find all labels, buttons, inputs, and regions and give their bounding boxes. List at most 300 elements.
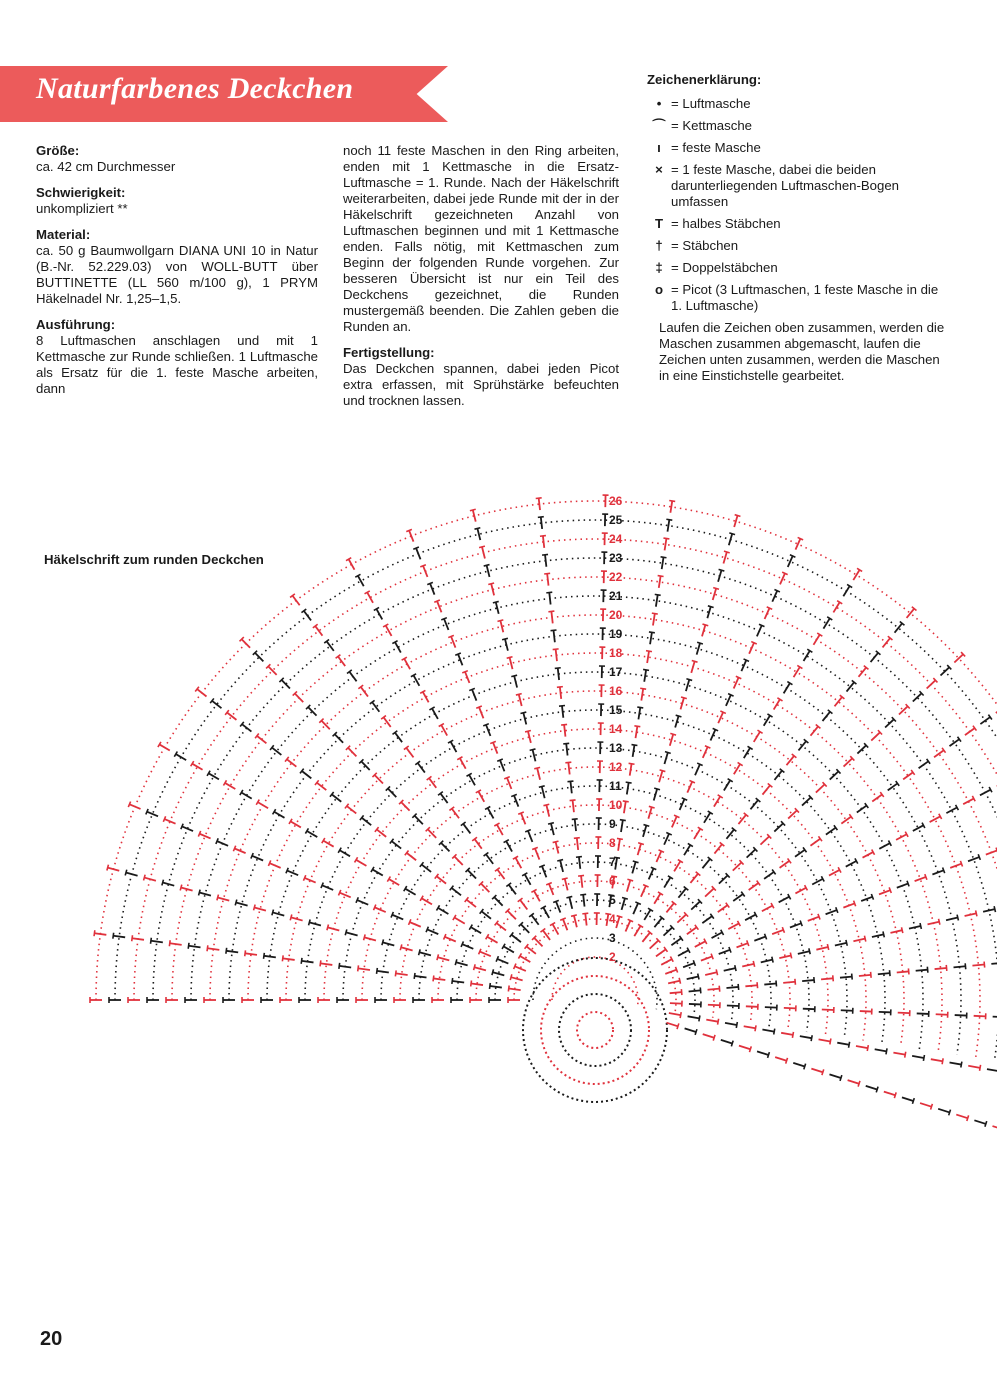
- stitch-mark: [738, 984, 739, 990]
- stitch-mark: [795, 850, 805, 857]
- stitch-mark: [841, 1010, 853, 1011]
- stitch-mark: [666, 519, 672, 520]
- stitch-mark: [395, 733, 402, 743]
- stitch-mark: [822, 1069, 824, 1075]
- stitch-mark: [532, 847, 538, 849]
- stitch-mark: [631, 745, 637, 746]
- stitch-mark: [649, 632, 655, 633]
- stitch-mark: [564, 725, 565, 737]
- chart-ring: [248, 653, 942, 1052]
- stitch-mark: [810, 839, 820, 846]
- stitch-mark: [233, 846, 235, 852]
- stitch-mark: [653, 614, 655, 626]
- stitch-mark: [544, 573, 550, 574]
- stitch-mark: [703, 1034, 714, 1038]
- stitch-mark: [671, 938, 681, 945]
- stitch-mark: [470, 509, 476, 510]
- stitch-mark: [934, 750, 944, 757]
- groesse-heading: Größe:: [36, 143, 80, 158]
- stitch-mark: [511, 935, 520, 942]
- stitch-mark: [636, 726, 638, 738]
- stitch-mark: [422, 865, 431, 872]
- stitch-mark: [949, 739, 959, 746]
- stitch-mark: [837, 1043, 849, 1045]
- stitch-mark: [496, 956, 498, 962]
- stitch-mark: [553, 649, 559, 650]
- stitch-mark: [939, 919, 940, 925]
- stitch-mark: [866, 1086, 877, 1090]
- stitch-mark: [898, 1013, 910, 1014]
- stitch-mark: [241, 793, 251, 799]
- stitch-mark: [784, 1008, 796, 1009]
- stitch-mark: [907, 881, 909, 887]
- stitch-mark: [541, 517, 542, 529]
- legend-text: = Doppelstäbchen: [671, 260, 778, 275]
- stitch-mark: [372, 702, 379, 712]
- stitch-mark: [438, 957, 450, 960]
- stitch-mark: [780, 861, 790, 868]
- stitch-mark: [670, 1003, 682, 1004]
- stitch-mark: [551, 611, 552, 623]
- stitch-mark: [481, 884, 489, 893]
- stitch-mark: [719, 569, 725, 571]
- stitch-mark: [268, 860, 270, 866]
- stitch-mark: [509, 885, 516, 895]
- stitch-mark: [920, 923, 921, 929]
- stitch-mark: [836, 907, 838, 913]
- legend-item: [647, 238, 947, 254]
- stitch-mark: [479, 546, 485, 547]
- stitch-mark: [790, 953, 791, 959]
- stitch-mark: [452, 978, 453, 984]
- stitch-mark: [659, 771, 662, 783]
- stitch-mark: [226, 948, 227, 954]
- stitch-mark: [452, 888, 461, 895]
- stitch-mark: [986, 850, 997, 854]
- stitch-mark: [327, 641, 334, 651]
- stitch-mark: [508, 986, 509, 992]
- stitch-mark: [735, 515, 741, 517]
- stitch-mark: [669, 500, 675, 501]
- stitch-mark: [894, 1092, 896, 1098]
- round-number: 11: [609, 779, 622, 793]
- stitch-mark: [471, 983, 483, 985]
- stitch-mark: [695, 941, 706, 947]
- stitch-mark: [677, 1023, 679, 1029]
- stitch-mark: [566, 896, 572, 897]
- stitch-mark: [643, 825, 649, 827]
- chart-center-ring: [523, 958, 667, 1102]
- stitch-mark: [560, 918, 566, 920]
- stitch-mark: [864, 936, 865, 942]
- stitch-mark: [674, 815, 679, 817]
- stitch-mark: [700, 987, 701, 993]
- stitch-mark: [323, 841, 333, 847]
- stitch-mark: [474, 528, 480, 529]
- stitch-mark: [454, 856, 462, 865]
- stitch-mark: [518, 812, 524, 814]
- stitch-mark: [931, 1104, 933, 1110]
- stitch-mark: [685, 1028, 696, 1032]
- stitch-mark: [767, 607, 772, 609]
- stitch-mark: [654, 918, 662, 927]
- round-number: 21: [609, 589, 623, 603]
- round-number: 15: [609, 703, 623, 717]
- chart-ring: [476, 881, 714, 1018]
- stitch-mark: [209, 773, 219, 779]
- stitch-mark: [960, 861, 962, 867]
- stitch-mark: [637, 707, 643, 708]
- stitch-mark: [655, 594, 661, 595]
- stitch-mark: [519, 694, 522, 706]
- stitch-mark: [349, 672, 356, 682]
- chart-ring: [438, 843, 752, 1023]
- stitch-mark: [113, 933, 114, 939]
- stitch-mark: [683, 963, 694, 967]
- stitch-mark: [144, 875, 146, 881]
- crochet-chart: [40, 494, 930, 1310]
- stitch-mark: [274, 812, 284, 818]
- stitch-mark: [295, 693, 303, 702]
- stitch-mark: [734, 764, 740, 774]
- stitch-mark: [315, 626, 322, 636]
- stitch-mark: [304, 611, 311, 621]
- stitch-mark: [867, 1045, 868, 1051]
- stitch-mark: [897, 884, 908, 888]
- legend-text: = halbes Stäbchen: [671, 216, 781, 231]
- chart-ring: [134, 539, 997, 1069]
- stitch-mark: [301, 958, 302, 964]
- stitch-mark: [617, 916, 623, 918]
- stitch-mark: [754, 732, 760, 742]
- stitch-mark: [534, 891, 540, 901]
- chart-round-labels: [609, 494, 623, 964]
- stitch-mark: [946, 807, 957, 813]
- stitch-mark: [798, 537, 803, 539]
- stitch-mark: [451, 636, 455, 647]
- stitch-mark: [416, 548, 420, 559]
- stitch-mark: [640, 688, 646, 689]
- groesse-text: ca. 42 cm Durchmesser: [36, 159, 176, 174]
- stitch-mark: [583, 895, 584, 907]
- stitch-mark: [774, 699, 780, 709]
- stitch-mark: [744, 1026, 756, 1028]
- stitch-mark: [227, 712, 236, 719]
- stitch-mark: [733, 862, 742, 870]
- stitch-mark: [287, 871, 298, 876]
- stitch-mark: [654, 894, 660, 904]
- stitch-mark: [492, 969, 494, 975]
- stitch-mark: [428, 829, 436, 838]
- stitch-mark: [500, 621, 503, 633]
- stitch-mark: [497, 869, 504, 879]
- stitch-mark: [927, 680, 936, 688]
- stitch-mark: [716, 969, 717, 975]
- stitch-mark: [520, 712, 526, 713]
- stitch-mark: [920, 1103, 931, 1107]
- stitch-mark: [320, 963, 332, 965]
- stitch-mark: [632, 862, 635, 874]
- material-text: ca. 50 g Baumwollgarn DIANA UNI 10 in Natur (B.-Nr. 52.229.03) von WOLL-BUTT über BUTTINETTE (LL 560 m/100 g), 1 PRYM Häkelnadel Nr. 1,25–1,5.: [36, 243, 318, 306]
- stitch-mark: [665, 538, 667, 550]
- stitch-mark: [526, 946, 535, 953]
- stitch-mark: [364, 934, 366, 940]
- stitch-mark: [382, 939, 384, 945]
- stitch-mark: [698, 974, 699, 980]
- chart-ring: [267, 672, 923, 1049]
- stitch-mark: [426, 927, 428, 933]
- stitch-mark: [764, 983, 776, 984]
- stitch-mark: [292, 596, 299, 606]
- stitch-mark: [849, 1042, 850, 1048]
- stitch-mark: [245, 950, 246, 956]
- stitch-mark: [520, 900, 527, 910]
- stitch-mark: [772, 957, 773, 963]
- stitch-mark: [879, 1012, 891, 1013]
- stitch-mark: [579, 857, 580, 869]
- stitch-mark: [954, 966, 966, 967]
- stitch-mark: [349, 559, 355, 569]
- stitch-mark: [670, 992, 682, 993]
- stitch-mark: [667, 520, 669, 532]
- stitch-mark: [728, 923, 739, 929]
- stitch-mark: [978, 854, 980, 860]
- legend-item: [647, 216, 947, 232]
- stitch-mark: [902, 927, 903, 933]
- stitch-mark: [582, 913, 588, 914]
- stitch-mark: [486, 854, 493, 864]
- stitch-mark: [562, 706, 563, 718]
- stitch-mark: [764, 716, 770, 726]
- stitch-mark: [507, 778, 511, 789]
- stitch-mark: [433, 978, 445, 980]
- stitch-mark: [886, 1048, 887, 1054]
- stitch-mark: [217, 841, 228, 846]
- stitch-mark: [502, 638, 508, 639]
- round-number: 25: [609, 513, 623, 527]
- stitch-mark: [754, 937, 765, 941]
- stitch-mark: [525, 731, 531, 732]
- stitch-mark: [576, 857, 582, 858]
- stitch-mark: [497, 759, 503, 761]
- stitch-mark: [395, 642, 401, 652]
- stitch-mark: [339, 963, 340, 969]
- stitch-mark: [199, 890, 201, 896]
- stitch-mark: [406, 748, 413, 758]
- stitch-mark: [638, 843, 644, 845]
- round-number: 13: [609, 741, 623, 755]
- stitch-mark: [132, 938, 144, 940]
- stitch-mark: [290, 915, 292, 921]
- stitch-mark: [302, 961, 314, 963]
- stitch-mark: [798, 741, 806, 750]
- stitch-mark: [467, 900, 476, 907]
- stitch-mark: [765, 608, 770, 619]
- stitch-mark: [628, 919, 633, 921]
- stitch-mark: [113, 936, 125, 938]
- round-number: 3: [609, 931, 616, 945]
- ausfuehrung-heading: Ausführung:: [36, 317, 116, 332]
- stitch-mark: [750, 800, 758, 809]
- stitch-mark: [762, 1030, 774, 1032]
- stitch-mark: [678, 888, 686, 897]
- stitch-mark: [264, 953, 265, 959]
- stitch-mark: [418, 763, 425, 773]
- stitch-mark: [254, 907, 266, 910]
- stitch-mark: [622, 898, 625, 910]
- stitch-mark: [762, 785, 770, 794]
- round-number: 19: [609, 627, 623, 641]
- stitch-mark: [454, 918, 464, 924]
- stitch-mark: [811, 726, 819, 735]
- stitch-mark: [534, 767, 540, 768]
- stitch-mark: [702, 859, 710, 868]
- stitch-mark: [681, 989, 682, 995]
- stitch-mark: [258, 802, 268, 808]
- stitch-mark: [814, 977, 815, 983]
- stitch-mark: [688, 1016, 700, 1018]
- stitch-mark: [927, 967, 928, 973]
- stitch-mark: [687, 782, 692, 793]
- stitch-mark: [946, 965, 947, 971]
- stitch-mark: [829, 1074, 840, 1078]
- stitch-mark: [128, 802, 130, 808]
- section-ausfuehrung: [36, 317, 318, 397]
- stitch-mark: [362, 818, 371, 825]
- stitch-mark: [760, 836, 769, 844]
- stitch-mark: [419, 952, 431, 955]
- stitch-mark: [746, 1006, 758, 1007]
- stitch-mark: [859, 975, 871, 976]
- stitch-mark: [843, 586, 849, 596]
- stitch-mark: [890, 970, 891, 976]
- stitch-mark: [538, 517, 544, 518]
- cross-stitch-symbol-icon: ×: [655, 162, 663, 177]
- stitch-mark: [682, 798, 687, 800]
- stitch-mark: [624, 801, 626, 813]
- stitch-mark: [980, 717, 990, 724]
- stitch-mark: [744, 748, 750, 758]
- stitch-mark: [396, 973, 408, 975]
- stitch-mark: [703, 747, 708, 758]
- stitch-mark: [626, 782, 632, 783]
- stitch-mark: [525, 830, 531, 832]
- stitch-mark: [302, 771, 311, 778]
- stitch-mark: [146, 809, 148, 815]
- stitch-mark: [180, 885, 182, 891]
- doppelstaebchen-symbol-icon: ‡: [655, 260, 663, 275]
- stitch-mark: [731, 1041, 733, 1047]
- page-title: Naturfarbenes Deckchen: [36, 72, 354, 105]
- stitch-mark: [404, 659, 410, 669]
- stitch-mark: [654, 788, 660, 790]
- stitch-mark: [872, 934, 884, 937]
- stitch-mark: [642, 933, 650, 942]
- stitch-mark: [568, 762, 569, 774]
- stitch-mark: [980, 790, 991, 796]
- stitch-mark: [94, 930, 95, 936]
- stitch-mark: [633, 745, 635, 757]
- stitch-mark: [560, 687, 561, 699]
- stitch-mark: [245, 953, 257, 955]
- stitch-mark: [794, 667, 800, 677]
- section-ausfuehrung-cont: [343, 143, 619, 335]
- legend-item: [647, 260, 947, 276]
- stitch-mark: [811, 1069, 822, 1073]
- stitch-mark: [733, 894, 743, 901]
- stitch-mark: [765, 1007, 777, 1008]
- stitch-mark: [749, 1046, 751, 1052]
- stitch-mark: [702, 916, 712, 923]
- stitch-mark: [659, 850, 664, 852]
- stitch-mark: [772, 930, 783, 934]
- stitch-mark: [774, 590, 779, 592]
- stitch-mark: [725, 1023, 737, 1025]
- stitch-mark: [848, 1080, 859, 1084]
- column-middle: [343, 143, 619, 419]
- stitch-mark: [159, 744, 169, 750]
- stitch-mark: [687, 927, 697, 934]
- stitch-mark: [768, 1052, 770, 1058]
- stitch-mark: [358, 968, 370, 970]
- stitch-mark: [792, 1032, 793, 1038]
- material-heading: Material:: [36, 227, 91, 242]
- stitch-mark: [634, 726, 640, 727]
- stitch-mark: [949, 1110, 951, 1116]
- stitch-mark: [917, 1013, 929, 1014]
- stitch-mark: [427, 582, 433, 584]
- stitch-mark: [197, 689, 206, 696]
- stitch-mark: [735, 965, 736, 971]
- stitch-mark: [479, 949, 481, 955]
- stitch-mark: [644, 910, 650, 920]
- stitch-mark: [413, 547, 419, 549]
- stitch-mark: [965, 728, 975, 735]
- stitch-mark: [546, 592, 552, 593]
- stitch-mark: [126, 873, 138, 876]
- stitch-mark: [151, 938, 152, 944]
- stitch-mark: [162, 880, 164, 886]
- stitch-mark: [726, 695, 731, 706]
- stitch-mark: [444, 619, 448, 630]
- stitch-mark: [965, 963, 966, 969]
- stitch-mark: [852, 974, 853, 980]
- stitch-mark: [889, 887, 891, 893]
- stitch-mark: [514, 964, 516, 970]
- stitch-mark: [779, 897, 790, 903]
- stitch-mark: [561, 724, 567, 725]
- stitch-mark: [955, 1015, 967, 1016]
- stitch-mark: [666, 903, 674, 912]
- stitch-mark: [704, 813, 710, 823]
- stitch-mark: [482, 547, 485, 559]
- stitch-mark: [930, 816, 941, 822]
- stitch-mark: [571, 915, 577, 916]
- stitch-mark: [477, 528, 480, 540]
- stitch-mark: [497, 825, 503, 835]
- stitch-mark: [751, 642, 756, 644]
- stitch-mark: [686, 680, 689, 692]
- stitch-mark: [226, 951, 238, 953]
- stitch-mark: [374, 905, 376, 911]
- fertigstellung-heading: Fertigstellung:: [343, 345, 435, 360]
- stitch-mark: [856, 1046, 868, 1048]
- stitch-mark: [534, 938, 542, 947]
- stitch-mark: [782, 572, 787, 574]
- stitch-mark: [765, 934, 767, 940]
- stitch-mark: [833, 975, 834, 981]
- stitch-mark: [272, 910, 274, 916]
